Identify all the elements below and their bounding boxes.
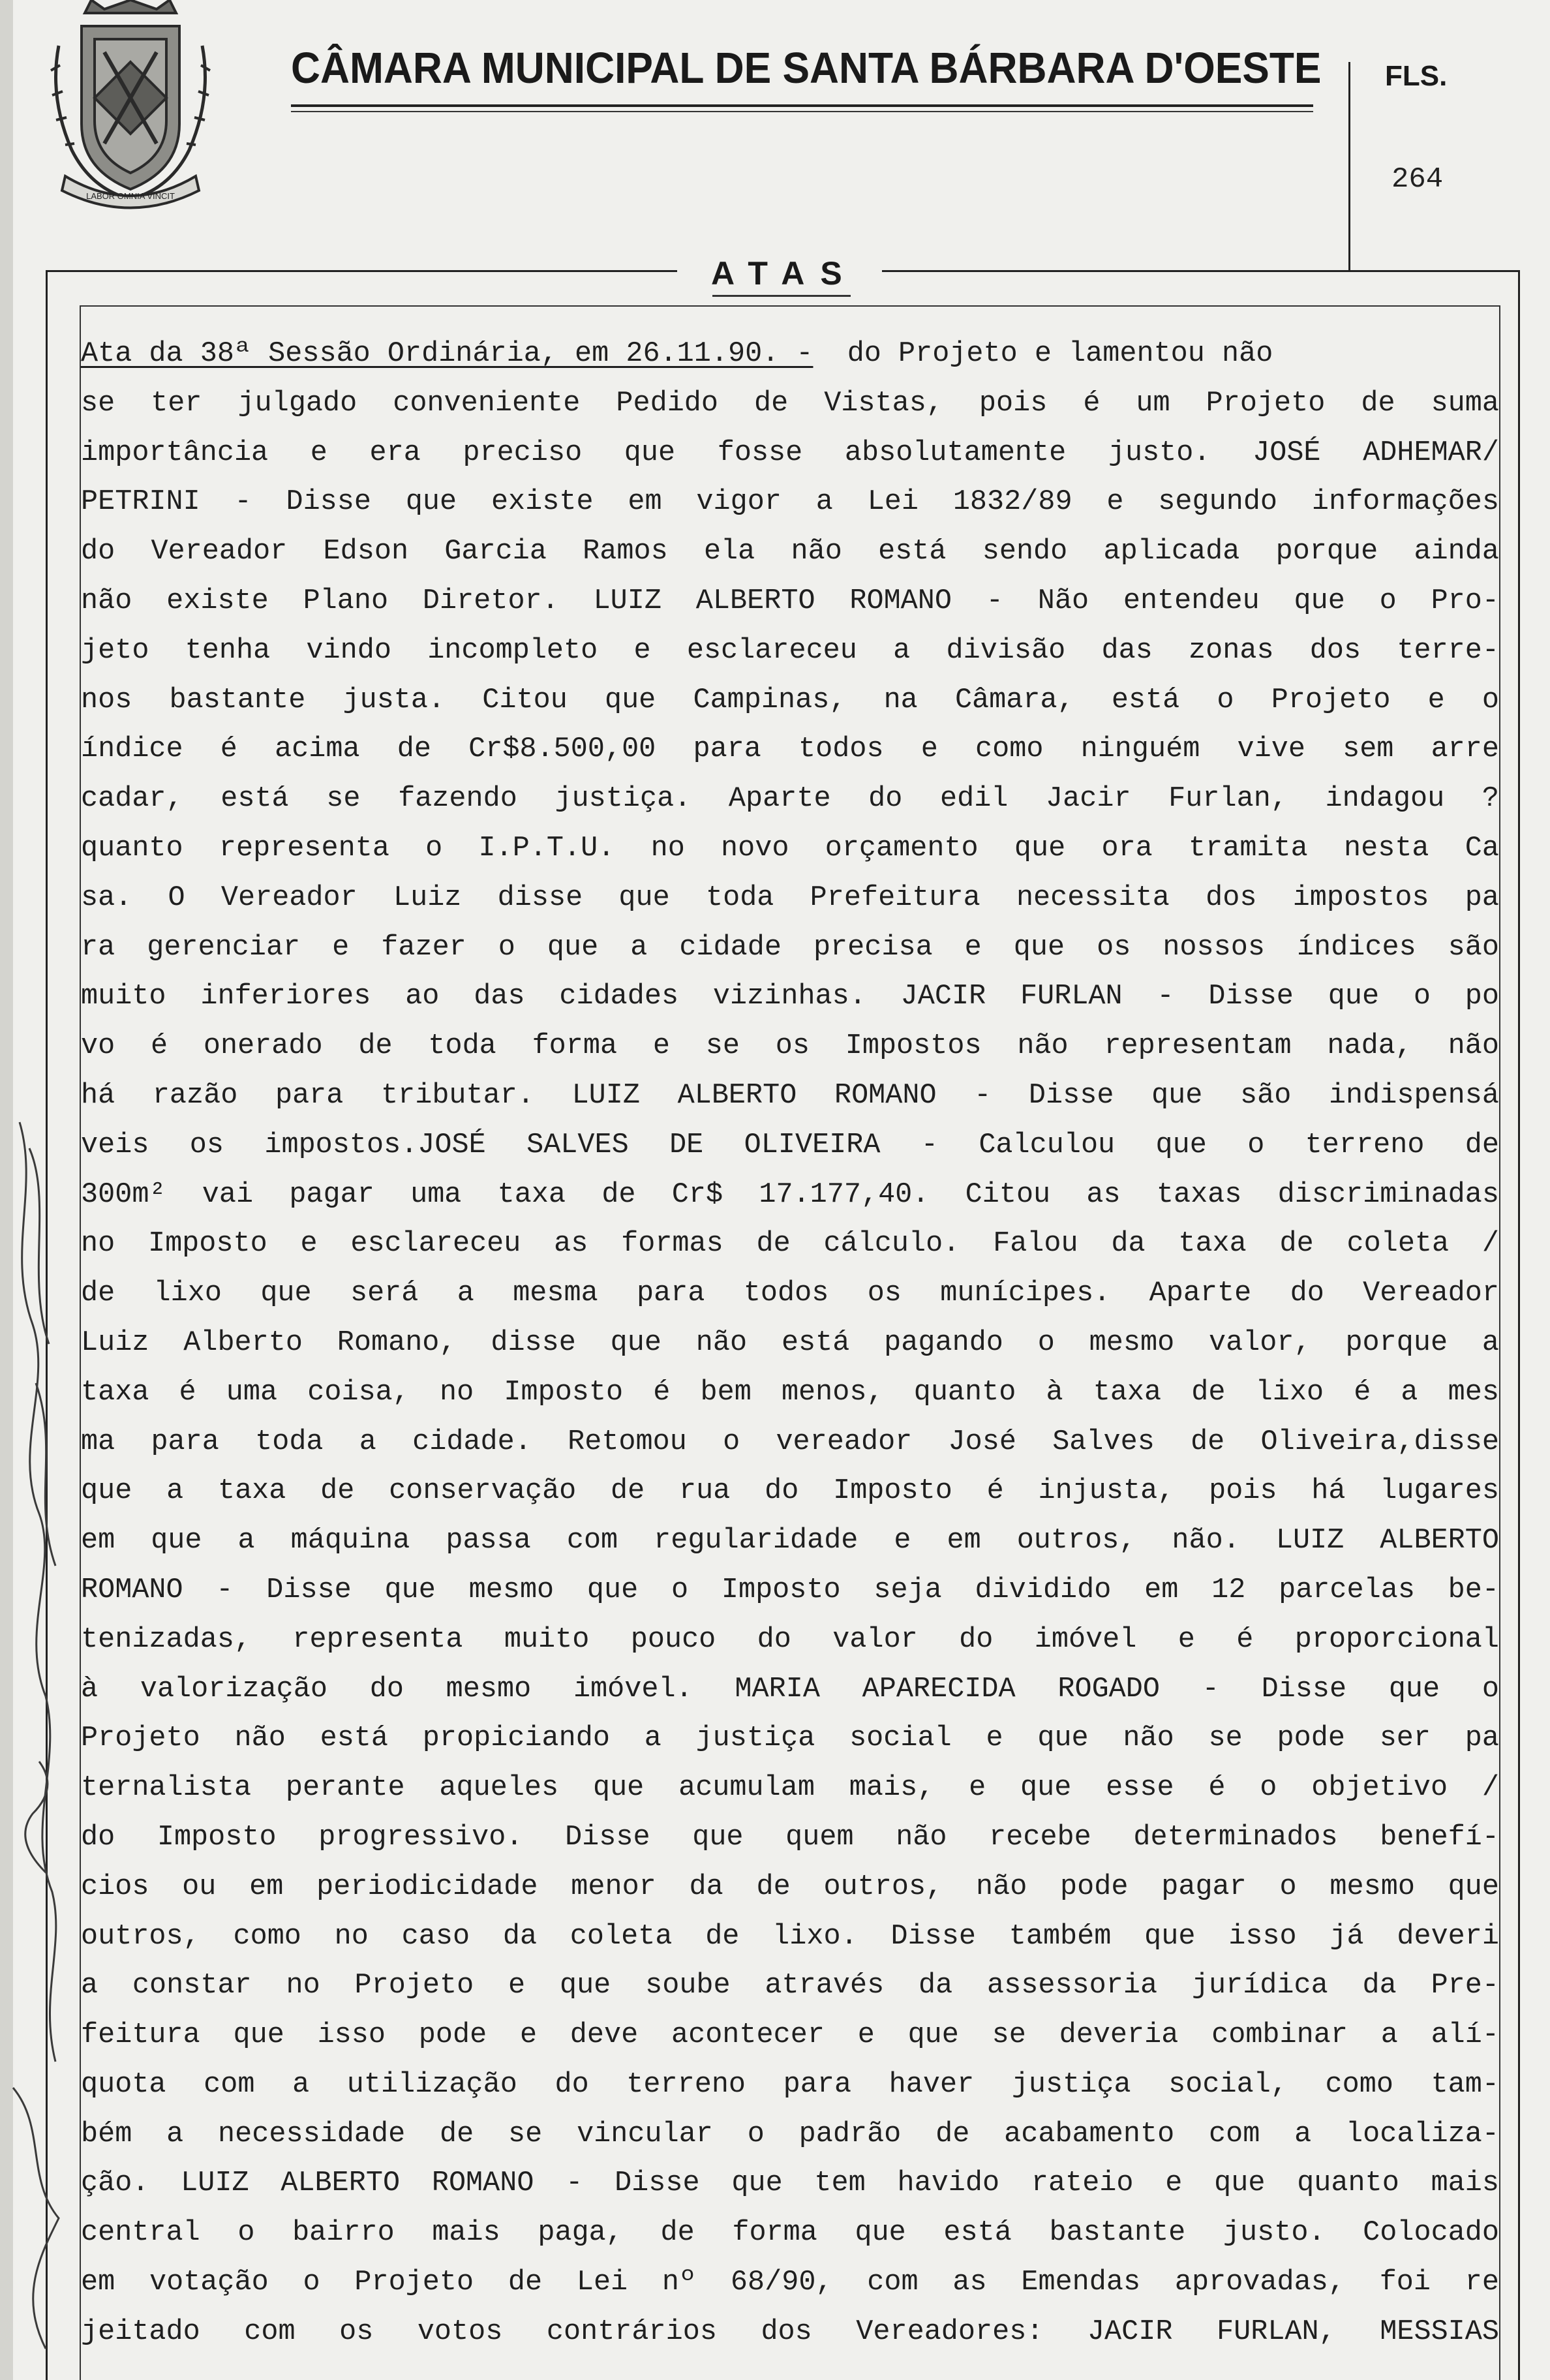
header-divider: [291, 104, 1313, 107]
text-line: se ter julgado conveniente Pedido de Vistas, pois é um Projeto de suma: [81, 387, 1499, 420]
minutes-heading: Ata da 38ª Sessão Ordinária, em 26.11.90. -: [81, 338, 813, 370]
text-line: à valorização do mesmo imóvel. MARIA APARECIDA ROGADO - Disse que o: [81, 1673, 1499, 1705]
text-line: vo é onerado de toda forma e se os Impostos não representam nada, não: [81, 1030, 1499, 1063]
text-line: em votação o Projeto de Lei nº 68/90, com as Emendas aprovadas, foi re: [81, 2266, 1499, 2299]
header-vertical-divider: [1348, 62, 1350, 272]
frame-top-rule-left: [46, 270, 677, 272]
text-line: em que a máquina passa com regularidade e em outros, não. LUIZ ALBERTO: [81, 1525, 1499, 1557]
text-line: cadar, está se fazendo justiça. Aparte do edil Jacir Furlan, indagou ?: [81, 783, 1499, 816]
text-line: taxa é uma coisa, no Imposto é bem menos, quanto à taxa de lixo é a mes: [81, 1376, 1499, 1409]
text-line: feitura que isso pode e deve acontecer e que se deveria combinar a alí-: [81, 2019, 1499, 2052]
text-line: jeto tenha vindo incompleto e esclareceu a divisão das zonas dos terre-: [81, 634, 1499, 667]
text-line: nos bastante justa. Citou que Campinas, na Câmara, está o Projeto e o: [81, 684, 1499, 716]
municipal-seal-icon: [46, 0, 215, 215]
text-line: do Vereador Edson Garcia Ramos ela não está sendo aplicada porque ainda: [81, 536, 1499, 568]
text-line: importância e era preciso que fosse absolutamente justo. JOSÉ ADHEMAR/: [81, 436, 1499, 469]
text-line: quanto representa o I.P.T.U. no novo orçamento que ora tramita nesta Ca: [81, 832, 1499, 864]
minutes-heading-line: [81, 329, 1499, 379]
minutes-body: [81, 329, 1499, 2357]
text-line: outros, como no caso da coleta de lixo. Disse também que isso já deveri: [81, 1920, 1499, 1953]
text-box-top-rule: [80, 305, 1500, 307]
text-line: tenizadas, representa muito pouco do valor do imóvel e é proporcional: [81, 1623, 1499, 1656]
text-line: no Imposto e esclareceu as formas de cálculo. Falou da taxa de coleta /: [81, 1228, 1499, 1260]
page-number: 264: [1391, 163, 1444, 196]
text-line: Luiz Alberto Romano, disse que não está pagando o mesmo valor, porque a: [81, 1326, 1499, 1359]
text-line: do Imposto progressivo. Disse que quem não recebe determinados benefí-: [81, 1821, 1499, 1854]
text-line: quota com a utilização do terreno para haver justiça social, como tam-: [81, 2068, 1499, 2101]
text-line: de lixo que será a mesma para todos os munícipes. Aparte do Vereador: [81, 1277, 1499, 1310]
text-line: muito inferiores ao das cidades vizinhas. JACIR FURLAN - Disse que o po: [81, 981, 1499, 1013]
signature-icon: [0, 1109, 78, 2380]
text-line: ção. LUIZ ALBERTO ROMANO - Disse que tem havido rateio e que quanto mais: [81, 2167, 1499, 2200]
text-line: há razão para tributar. LUIZ ALBERTO ROMANO - Disse que são indispensá: [81, 1079, 1499, 1112]
minutes-heading-rest: do Projeto e lamentou não: [847, 338, 1273, 370]
text-line: ra gerenciar e fazer o que a cidade precisa e que os nossos índices são: [81, 931, 1499, 964]
section-title: ATAS: [711, 255, 858, 292]
text-line: índice é acima de Cr$8.500,00 para todos e como ninguém vive sem arre: [81, 733, 1499, 766]
text-box-right-rule: [1499, 305, 1500, 2380]
text-line: ternalista perante aqueles que acumulam mais, e que esse é o objetivo /: [81, 1772, 1499, 1805]
text-line: PETRINI - Disse que existe em vigor a Lei 1832/89 e segundo informações: [81, 486, 1499, 519]
text-line: central o bairro mais paga, de forma que está bastante justo. Colocado: [81, 2217, 1499, 2250]
text-line: 300m² vai pagar uma taxa de Cr$ 17.177,40. Citou as taxas discriminadas: [81, 1178, 1499, 1211]
text-line: Projeto não está propiciando a justiça social e que não se pode ser pa: [81, 1722, 1499, 1755]
page-title: CÂMARA MUNICIPAL DE SANTA BÁRBARA D'OESTE: [291, 44, 1322, 93]
section-title-underline: [712, 295, 851, 297]
text-line: veis os impostos.JOSÉ SALVES DE OLIVEIRA - Calculou que o terreno de: [81, 1129, 1499, 1161]
text-line: não existe Plano Diretor. LUIZ ALBERTO ROMANO - Não entendeu que o Pro-: [81, 585, 1499, 617]
seal-motto: LABOR OMNIA VINCIT: [86, 191, 175, 201]
text-line: ma para toda a cidade. Retomou o vereador José Salves de Oliveira,disse: [81, 1426, 1499, 1458]
text-line: jeitado com os votos contrários dos Vereadores: JACIR FURLAN, MESSIAS: [81, 2315, 1499, 2348]
text-line: sa. O Vereador Luiz disse que toda Prefeitura necessita dos impostos pa: [81, 881, 1499, 914]
header-divider-thin: [291, 111, 1313, 112]
frame-top-rule-right: [882, 270, 1520, 272]
text-line: que a taxa de conservação de rua do Imposto é injusta, pois há lugares: [81, 1475, 1499, 1508]
text-line: ROMANO - Disse que mesmo que o Imposto seja dividido em 12 parcelas be-: [81, 1574, 1499, 1606]
text-line: a constar no Projeto e que soube através da assessoria jurídica da Pre-: [81, 1970, 1499, 2002]
folio-label: FLS.: [1385, 60, 1448, 92]
text-line: cios ou em periodicidade menor da de outros, não pode pagar o mesmo que: [81, 1870, 1499, 1903]
text-line: bém a necessidade de se vincular o padrão de acabamento com a localiza-: [81, 2118, 1499, 2150]
frame-right-rule: [1518, 270, 1520, 2380]
